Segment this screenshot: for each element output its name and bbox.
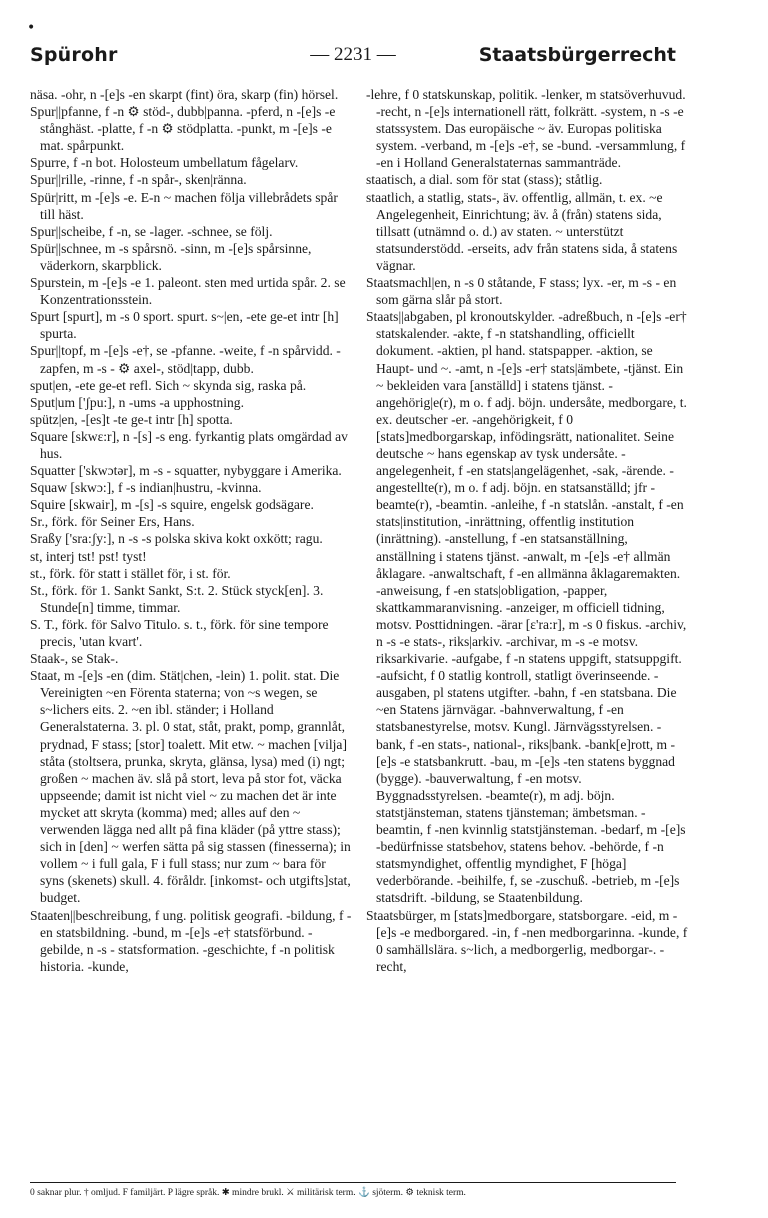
dictionary-entry: sput|en, -ete ge-et refl. Sich ~ skynda sig, raska på. xyxy=(30,377,307,393)
page-number: — 2231 — xyxy=(310,44,396,65)
dictionary-entry: Staats||abgaben, pl kronoutskylder. -adreßbuch, n -[e]s -er† statskalender. -akte, f -n statshandling, officiellt dokument. -aktien, pl hand. statspapper. -aktion, se Haupt- und ~. -amt, n -[e]s -er† stats|ämbete, -tjänst. Ein ~ bekleiden vara [anställd] i statens tjänst. -angehörig|e(r), m o. f adj. böjn. undersåte, medborgare, t. ex. deutscher -er. -angehörigkeit, f 0 [stats]medborgarskap, infödingsrätt, nationalitet. Seine deutsche ~ hans egenskap av tysk undersåte. -angelegenheit, f -en stats|angelägenhet, -sak, -ärende. -angestellte(r), m o. f adj. böjn. en statsanställd; jfr -beamte(r), -beamtin. -anleihe, f -n statslån. -anstalt, f -en stats|institution, -inrättning, offentlig institution (inrättning). -anstellung, f -en statsanställning, anställning i statens tjänst. -anwalt, m -[e]s -e† allmän åklagare. -anwaltschaft, f -en allmänna åklagaremakten. -anweisung, f -en stats|obligation, -papper, skattkammaranvisning. -anzeiger, m officiell tidning, motsv. Posttidningen. -ärar [ɛ'ra:r], m -s 0 fiskus. -archiv, n -s -e stats-, riks|arkiv. -archivar, m -s -e motsv. riksarkivarie. -aufgabe, f -n statens uppgift, statsuppgift. -aufsicht, f 0 statlig kontroll, statligt överinseende. -ausgaben, pl statens utgifter. -bahn, f -en statsbana. Die ~en Statens järnvägar. -bahnverwaltung, f -en statsbanestyrelse, motsv. Kungl. Järnvägsstyrelsen. -bank, f -en stats-, national-, riks|bank. -bank[e]rott, m -[e]s -e statsbankrutt. -bau, m -[e]s -ten statens byggnad (bygge). -bauverwaltung, f -en motsv. Byggnadsstyrelsen. -beamte(r), m adj. böjn. statstjänsteman, statens tjänsteman; ämbetsman. -beamtin, f -nen kvinnlig statstjänsteman. -bedarf, m -[e]s -bedürfnisse statsbehov, statens behov. -behörde, f -n statsmyndighet, offentlig myndighet, F [höga] vederbörande. -beihilfe, f, se -zuschuß. -betrieb, m -[e]s statsdrift. -bildung, se Staatenbildung. xyxy=(366,309,687,906)
abbreviation-legend: 0 saknar plur. † omljud. F familjärt. P lägre språk. ✱ mindre brukl. ⚔ militärisk term. ⚓ sjöterm. ⚙ teknisk term. xyxy=(30,1182,676,1198)
dictionary-entry: Spur||rille, -rinne, f -n spår-, sken|ränna. xyxy=(30,172,247,188)
dictionary-entry: Spur||pfanne, f -n ⚙ stöd-, dubb|panna. -pferd, n -[e]s -e stånghäst. -platte, f -n ⚙ stödplatta. -punkt, m -[e]s -e mat. spårpunkt. xyxy=(30,104,336,154)
header-right-guideword: Staatsbürgerrecht xyxy=(478,44,676,66)
dictionary-entry: Spurt [spurt], m -s 0 sport. spurt. s~|en, -ete ge-et intr [h] spurta. xyxy=(30,309,339,342)
dictionary-entry: -lehre, f 0 statskunskap, politik. -lenker, m statsöverhuvud. -recht, n -[e]s internationell rätt, folkrätt. -system, n -s -e statssystem. Das europäische ~ äv. Europas politiska system. -verband, m -[e]s -e†, se -bund. -versammlung, f -en i Holland Generalstaternas sammanträde. xyxy=(366,87,686,171)
dictionary-page xyxy=(27,0,750,1218)
dictionary-entry: Staat, m -[e]s -en (dim. Stät|chen, -lein) 1. polit. stat. Die Vereinigten ~en Förenta staterna; von ~s wegen, se s~lichers eits. 2. ~en ibl. ständer; i Holland Generalstaterna. 3. pl. 0 stat, ståt, prakt, pomp, grannlåt, prydnad, F stass; [stor] toalett. Mit etw. ~ machen [vilja] ståta (stoltsera, prunka, skryta, glänsa, lysa) med (i) ngt; großen ~ machen äv. slå på stort, leva på stor fot, väcka uppseende; damit ist nicht viel ~ zu machen det är inte mycket att skryta (komma) med; alles auf den ~ verwenden lägga ned allt på fina kläder (på yttre stass); sich in [den] ~ werfen sätta på sig stassen (finesserna); in vollem ~ i full gala, F i full stass; nur zum ~ bara för syns (skenets) skull. 4. föråldr. [inkomst- och utgifts]stat, budget. xyxy=(30,668,351,906)
dictionary-entry: Spurre, f -n bot. Holosteum umbellatum fågelarv. xyxy=(30,155,299,171)
right-column xyxy=(366,86,688,975)
dictionary-entry: Staak-, se Stak-. xyxy=(30,651,119,667)
dictionary-entry: Spur||scheibe, f -n, se -lager. -schnee, se följ. xyxy=(30,223,273,239)
dictionary-entry: Spür||schnee, m -s spårsnö. -sinn, m -[e]s spårsinne, väderkorn, skarpblick. xyxy=(30,240,312,273)
header-left-guideword: Spürohr xyxy=(30,44,118,66)
dictionary-entry: Staaten||beschreibung, f ung. politisk geografi. -bildung, f -en statsbildning. -bund, m -[e]s -e† statsförbund. -gebilde, n -s - statsformation. -geschichte, f -n politisk historia. -kunde, xyxy=(30,907,352,974)
dictionary-entry: Spür|ritt, m -[e]s -e. E-n ~ machen följa villebrådets spår till häst. xyxy=(30,189,338,222)
dictionary-entry: Squatter ['skwɔtər], m -s - squatter, nybyggare i Amerika. xyxy=(30,463,342,479)
dictionary-entry: Squire [skwair], m -[s] -s squire, engelsk godsägare. xyxy=(30,497,314,513)
dictionary-entry: staatlich, a statlig, stats-, äv. offentlig, allmän, t. ex. ~e Angelegenheit, Einrichtung; äv. å (från) statens sida, tillsatt (utnämnd o. d.) av staten. ~ unterstützt statsunderstödd. -erseits, adv från statens sida, å statens vägnar. xyxy=(366,189,678,273)
dictionary-entry: Square [skwɛ:r], n -[s] -s eng. fyrkantig plats omgärdad av hus. xyxy=(30,428,348,461)
dictionary-entry: staatisch, a dial. som för stat (stass); ståtlig. xyxy=(366,172,603,188)
dictionary-entry: St., förk. för 1. Sankt Sankt, S:t. 2. Stück styck[en]. 3. Stunde[n] timme, timmar. xyxy=(30,582,324,615)
dictionary-entry: Staatsmachl|en, n -s 0 ståtande, F stass; lyx. -er, m -s - en som gärna slår på stort. xyxy=(366,275,677,308)
dictionary-entry: Spur||topf, m -[e]s -e†, se -pfanne. -weite, f -n spårvidd. -zapfen, m -s - ⚙ axel-, stöd|tapp, dubb. xyxy=(30,343,341,376)
dictionary-entry: st, interj tst! pst! tyst! xyxy=(30,548,147,564)
page-header xyxy=(30,44,676,74)
left-column xyxy=(30,86,352,975)
dictionary-entry: Sr., förk. för Seiner Ers, Hans. xyxy=(30,514,195,530)
dictionary-entry: Spurstein, m -[e]s -e 1. paleont. sten med urtida spår. 2. se Konzentrationsstein. xyxy=(30,275,346,308)
dictionary-entry: Sraßy ['sra:ʃy:], n -s -s polska skiva kokt oxkött; ragu. xyxy=(30,531,323,547)
dictionary-entry: st., förk. för statt i stället för, i st. för. xyxy=(30,565,231,581)
dictionary-entry: spütz|en, -[es]t -te ge-t intr [h] spotta. xyxy=(30,411,233,427)
page-mark: • xyxy=(27,20,36,36)
dictionary-entry: Sput|um ['ʃpu:], n -ums -a upphostning. xyxy=(30,394,244,410)
dictionary-entry: Staatsbürger, m [stats]medborgare, statsborgare. -eid, m -[e]s -e medborgared. -in, f -nen medborgarinna. -kunde, f 0 samhällslära. s~lich, a medborgerlig, medborgar-. -recht, xyxy=(366,907,688,974)
dictionary-entry: näsa. -ohr, n -[e]s -en skarpt (fint) öra, skarp (fin) hörsel. xyxy=(30,87,339,102)
dictionary-entry: Squaw [skwɔ:], f -s indian|hustru, -kvinna. xyxy=(30,480,262,496)
dictionary-entry: S. T., förk. för Salvo Titulo. s. t., förk. för sine tempore precis, 'utan kvart'. xyxy=(30,616,329,649)
